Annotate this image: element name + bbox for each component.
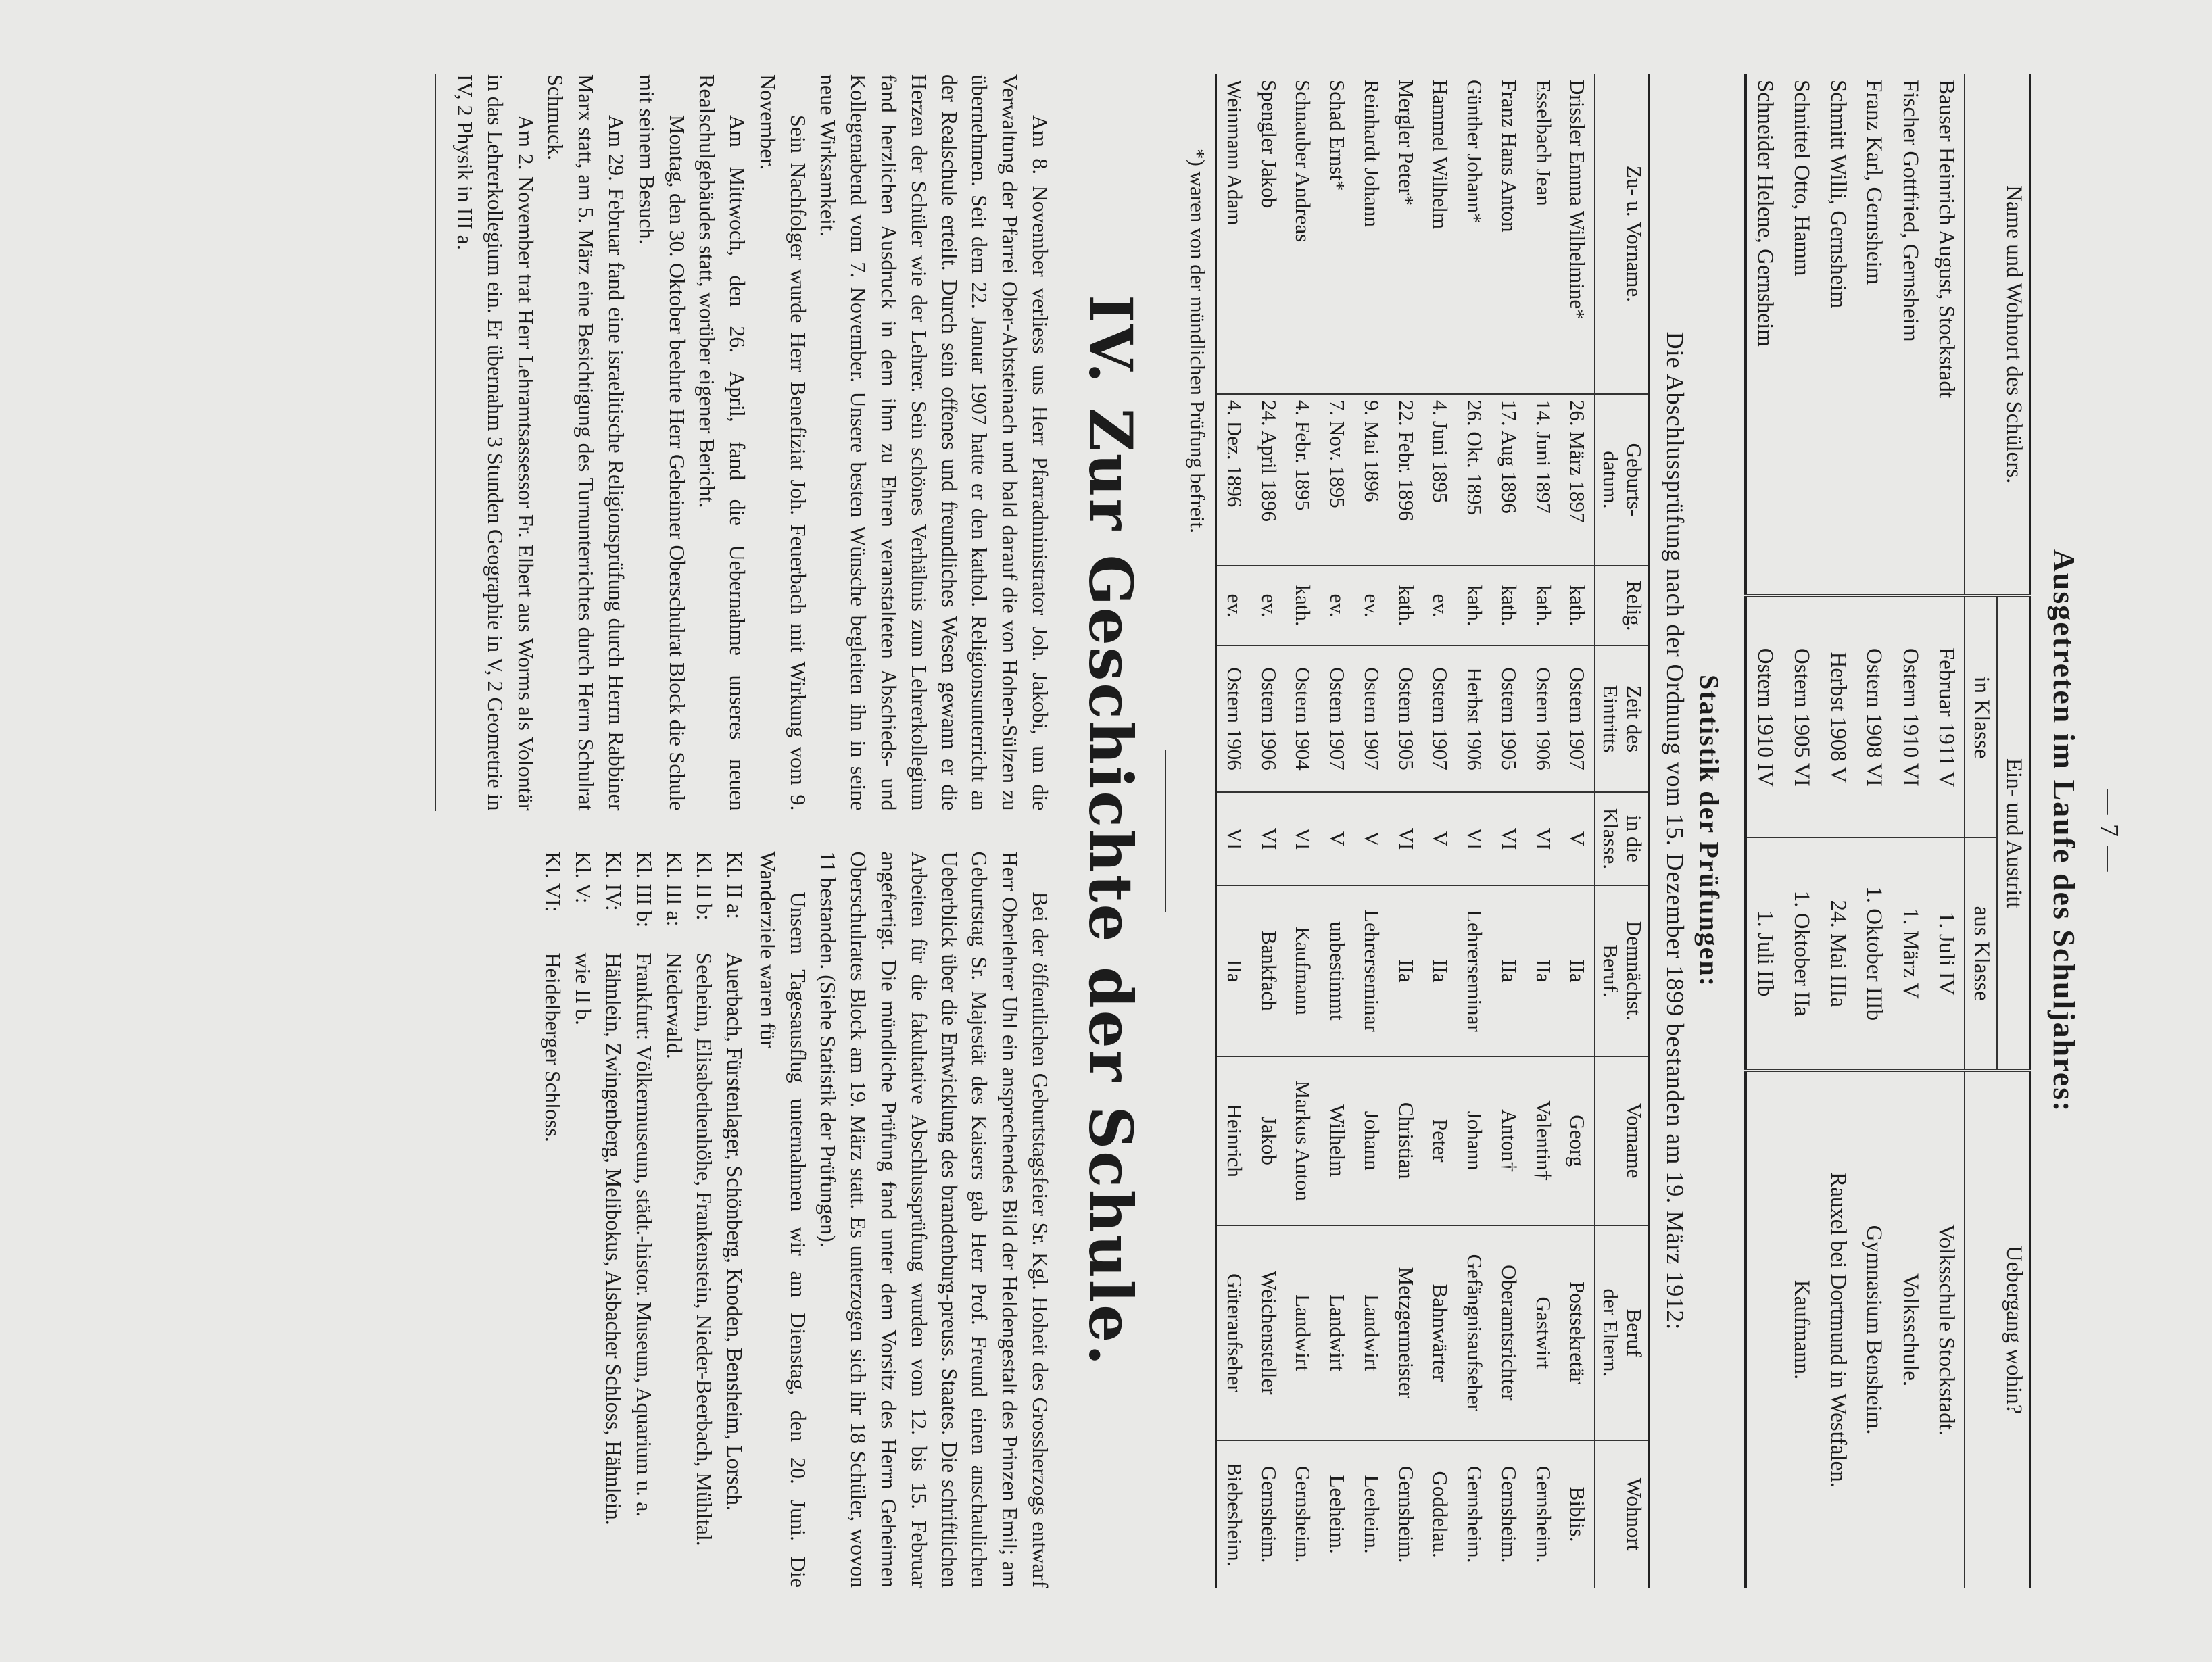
exam-cell-entry-class: VI <box>1286 792 1320 885</box>
departed-out-class: 1. Oktober IIIb <box>1856 837 1892 1070</box>
class-trip-destinations: Heidelberger Schloss. <box>541 952 566 1142</box>
exam-cell-religion: kath. <box>1389 566 1423 645</box>
exam-cell-entry-date: Ostern 1904 <box>1286 645 1320 792</box>
departed-destination: Gymnasium Bensheim. <box>1856 1071 1892 1588</box>
exam-col-header: Demnächst. Beruf. <box>1595 885 1650 1056</box>
separator-rule <box>1165 750 1166 912</box>
exam-cell-birth-date: 22. Febr. 1896 <box>1389 394 1423 566</box>
col-header-name: Name und Wohnort des Schülers. <box>1965 74 2030 596</box>
departed-name: Schmitt Willi, Gernsheim <box>1825 80 1850 309</box>
exam-cell-parent-first-name: Jakob <box>1251 1056 1286 1225</box>
departed-title: Ausgetreten im Laufe des Schuljahres: <box>2047 549 2082 1113</box>
exam-cell-future-profession: IIa <box>1560 885 1595 1056</box>
departed-row <box>1746 74 1783 1588</box>
exam-cell-parent-first-name: Christian <box>1389 1056 1423 1225</box>
exam-cell-future-profession: Bankfach <box>1251 885 1286 1056</box>
departed-destination: Rauxel bei Dortmund in Westfalen. <box>1819 1071 1856 1588</box>
class-trip-label: Kl. III a: <box>662 851 687 927</box>
exam-cell-entry-date: Ostern 1906 <box>1526 645 1560 792</box>
departed-name: Schnittel Otto, Hamm <box>1789 80 1814 276</box>
exam-cell-entry-date: Ostern 1906 <box>1251 645 1286 792</box>
exam-cell-parent-profession: Weichensteller <box>1251 1225 1286 1441</box>
class-trip-item <box>719 852 750 1588</box>
exam-cell-birth-date: 4. Dez. 1896 <box>1216 394 1251 566</box>
exam-cell-parent-profession: Landwirt <box>1320 1225 1354 1441</box>
exam-cell-parent-first-name: Markus Anton <box>1286 1056 1320 1225</box>
exam-cell-residence: Gernsheim. <box>1251 1440 1286 1588</box>
exam-table-header-row <box>1595 74 1650 1588</box>
exam-row <box>1216 74 1251 1588</box>
departed-destination: Volksschule Stockstadt. <box>1928 1071 1965 1588</box>
class-trip-destinations: Frankfurt: Völkermuseum, städt.-histor. Museum, Aquarium u. a. <box>631 952 656 1517</box>
exam-cell-religion: kath. <box>1526 566 1560 645</box>
chapter-paragraph: Montag, den 30. Oktober beehrte Herr Geheimer Oberschulrat Block die Schule mit seinem Besuch. <box>634 74 690 811</box>
exam-row <box>1560 74 1595 1588</box>
departed-destination: Volksschule. <box>1892 1071 1928 1588</box>
col-header-in-class: in Klasse <box>1965 596 1997 837</box>
departed-row <box>1928 74 1965 1588</box>
exam-row <box>1491 74 1526 1588</box>
chapter-paragraph: Unsern Tagesausflug unternahmen wir am Dienstag, den 20. Juni. Die Wanderziele waren für <box>755 851 811 1588</box>
class-trip-label: Kl. II a: <box>723 851 748 919</box>
exam-cell-entry-class: V <box>1560 792 1595 885</box>
exam-cell-residence: Biebesheim. <box>1216 1440 1251 1588</box>
class-trip-item <box>568 852 598 1588</box>
exam-cell-entry-class: V <box>1423 792 1458 885</box>
exam-cell-residence: Gernsheim. <box>1457 1440 1491 1588</box>
exam-cell-future-profession: Kaufmann <box>1286 885 1320 1056</box>
exam-cell-religion: kath. <box>1457 566 1491 645</box>
exam-cell-birth-date: 7. Nov. 1895 <box>1320 394 1354 566</box>
exam-row <box>1389 74 1423 1588</box>
exam-cell-student-name: Mergler Peter* <box>1394 80 1418 206</box>
exam-cell-residence: Leeheim. <box>1354 1440 1389 1588</box>
left-column <box>435 74 1055 811</box>
exam-col-header: Relig. <box>1595 566 1650 645</box>
exam-cell-entry-date: Ostern 1905 <box>1389 645 1423 792</box>
exam-cell-student-name: Hammel Wilhelm <box>1428 80 1453 230</box>
exam-cell-parent-first-name: Heinrich <box>1216 1056 1251 1225</box>
exam-cell-religion: ev. <box>1423 566 1458 645</box>
exam-cell-student-name: Schnauber Andreas <box>1291 80 1316 243</box>
exam-cell-entry-class: V <box>1320 792 1354 885</box>
exam-row <box>1457 74 1491 1588</box>
exam-table-body <box>1216 74 1595 1588</box>
exam-cell-residence: Goddelau. <box>1423 1440 1458 1588</box>
class-trip-destinations: Niederwald. <box>662 952 687 1059</box>
exam-cell-entry-class: VI <box>1389 792 1423 885</box>
exam-cell-student-name: Günther Johann* <box>1463 80 1487 224</box>
exam-row <box>1423 74 1458 1588</box>
exam-cell-future-profession: Lehrerseminar <box>1354 885 1389 1056</box>
departed-out-class: 1. Juli IIb <box>1746 837 1783 1070</box>
exam-cell-future-profession: IIa <box>1389 885 1423 1056</box>
departed-table-body <box>1746 74 1965 1588</box>
departed-in-class: Ostern 1910 VI <box>1892 596 1928 837</box>
exam-cell-birth-date: 4. Febr. 1895 <box>1286 394 1320 566</box>
exam-col-header: Vorname <box>1595 1056 1650 1225</box>
exam-cell-entry-class: VI <box>1457 792 1491 885</box>
exam-cell-birth-date: 14. Juni 1897 <box>1526 394 1560 566</box>
exam-cell-student-name: Schad Ernst* <box>1326 80 1350 191</box>
exam-cell-birth-date: 26. März 1897 <box>1560 394 1595 566</box>
class-trip-destinations: wie II b. <box>571 952 596 1026</box>
exam-cell-entry-class: VI <box>1251 792 1286 885</box>
exam-col-header: Wohnort <box>1595 1440 1650 1588</box>
exam-cell-entry-date: Ostern 1907 <box>1320 645 1354 792</box>
class-trip-item <box>690 852 720 1588</box>
class-trip-label: Kl. III b: <box>631 851 656 928</box>
exam-cell-religion: ev. <box>1354 566 1389 645</box>
exam-cell-student-name: Weinmann Adam <box>1222 80 1247 226</box>
class-trip-item <box>598 852 629 1588</box>
chapter-paragraph: Sein Nachfolger wurde Herr Benefiziat Joh. Feuerbach mit Wirkung vom 9. November. <box>755 74 811 811</box>
departed-in-class: Februar 1911 V <box>1928 596 1965 837</box>
chapter-paragraph: Am 8. November verliess uns Herr Pfarradministrator Joh. Jakobi, um die Verwaltung der Pfarrei Ober-Abtsteinach und bald darauf die von Hohen-Sülzen zu übernehmen. Seit dem 22. Januar 1907 hatte er den kathol. Religionsunterricht an der Realschule erteilt. Durch sein offenes und freundliches Wesen gewann er die Herzen der Schüler wie der Lehrer. Sein schönes Verhältnis zum Lehrerkollegium fand herzlichen Ausdruck in dem ihm zu Ehren veranstalteten Abschieds- und Kollegenabend vom 7. November. Unsere besten Wünsche begleiten ihn in seine neue Wirksamkeit. <box>816 74 1053 811</box>
departed-row <box>1783 74 1819 1588</box>
departed-out-class: 1. März V <box>1892 837 1928 1070</box>
exam-col-header: Beruf der Eltern. <box>1595 1225 1650 1441</box>
chapter-paragraph: Bei der öffentlichen Geburtstagsfeier Sr. Kgl. Hoheit des Grossherzogs entwarf Herr Oberlehrer Uhl ein ansprechendes Bild der Heldengestalt des Prinzen Emil; am Geburtstag Sr. Majestät des Kaisers gab Herr Prof. Freund einen anschaulichen Ueberblick über die Entwicklung des brandenburg-preuss. Staates. Die schriftlichen Arbeiten für die fakultative Abschlussprüfung wurden vom 12. bis 15. Februar angefertigt. Die mündliche Prüfung fand unter dem Vorsitz des Herrn Geheimen Oberschulrates Block am 19. März statt. Es unterzogen sich ihr 18 Schüler, wovon 11 bestanden. (Siehe Statistik der Prüfungen). <box>816 851 1053 1588</box>
exam-col-header: Geburts- datum. <box>1595 394 1650 566</box>
class-trip-label: Kl. II b: <box>692 851 717 921</box>
departed-destination: Kaufmann. <box>1783 1071 1819 1588</box>
exam-cell-religion: ev. <box>1320 566 1354 645</box>
statistics-title: Statistik der Prüfungen: <box>1693 675 1725 987</box>
departed-out-class: 1. Oktober IIa <box>1783 837 1819 1070</box>
departed-out-class: 24. Mai IIIa <box>1819 837 1856 1070</box>
exam-cell-entry-class: V <box>1354 792 1389 885</box>
exam-cell-residence: Gernsheim. <box>1286 1440 1320 1588</box>
exam-cell-religion: kath. <box>1491 566 1526 645</box>
col-header-transfer: Uebergang wohin? <box>1965 1071 2030 1588</box>
exam-row <box>1251 74 1286 1588</box>
departed-name: Bauser Heinrich August, Stockstadt <box>1934 80 1959 399</box>
exam-cell-parent-first-name: Johann <box>1354 1056 1389 1225</box>
exam-cell-residence: Gernsheim. <box>1491 1440 1526 1588</box>
exam-row <box>1354 74 1389 1588</box>
column-end-rule <box>435 74 436 811</box>
class-trip-destinations: Hähnlein, Zwingenberg, Melibokus, Alsbacher Schloss, Hähnlein. <box>601 952 626 1525</box>
exam-cell-student-name: Reinhardt Johann <box>1360 80 1384 227</box>
exam-cell-parent-first-name: Georg <box>1560 1056 1595 1225</box>
exam-cell-future-profession: unbestimmt <box>1320 885 1354 1056</box>
exam-cell-parent-profession: Oberamtsrichter <box>1491 1225 1526 1441</box>
right-column <box>435 852 1055 1588</box>
departed-table <box>1744 74 2031 1588</box>
departed-name: Schneider Helene, Gernsheim <box>1753 80 1778 347</box>
departed-name: Fischer Gottfried, Gernsheim <box>1898 80 1923 342</box>
exam-cell-entry-date: Herbst 1906 <box>1457 645 1491 792</box>
exam-cell-entry-date: Ostern 1907 <box>1560 645 1595 792</box>
departed-in-class: Herbst 1908 V <box>1819 596 1856 837</box>
col-header-entry-exit: Ein- und Austritt <box>1997 596 2030 1071</box>
departed-row <box>1856 74 1892 1588</box>
exam-cell-birth-date: 26. Okt. 1895 <box>1457 394 1491 566</box>
exam-row <box>1320 74 1354 1588</box>
exam-cell-religion: ev. <box>1216 566 1251 645</box>
exam-cell-student-name: Esselbach Jean <box>1531 80 1556 206</box>
chapter-paragraph: Am 29. Februar fand eine israelitische Religionsprüfung durch Herrn Rabbiner Marx statt, am 5. März eine Besichtigung des Turnunterrichtes durch Herrn Schulrat Schmuck. <box>544 74 629 811</box>
departed-row <box>1819 74 1856 1588</box>
right-column-paragraphs <box>752 852 1055 1588</box>
exam-cell-parent-first-name: Wilhelm <box>1320 1056 1354 1225</box>
class-trip-label: Kl. VI: <box>541 851 566 912</box>
chapter-paragraph: Am Mittwoch, den 26. April, fand die Uebernahme unseres neuen Realschulgebäudes statt, worüber eigener Bericht. <box>695 74 750 811</box>
departed-destination <box>1746 1071 1783 1588</box>
class-trip-destinations: Seeheim, Elisabethenhöhe, Frankenstein, Nieder-Beerbach, Mühltal. <box>692 952 717 1546</box>
exam-cell-future-profession: IIa <box>1216 885 1251 1056</box>
class-trip-destinations: Auerbach, Fürstenlager, Schönberg, Knoden, Bensheim, Lorsch. <box>723 952 748 1511</box>
exam-cell-religion: kath. <box>1560 566 1595 645</box>
exam-cell-student-name: Drissler Emma Wilhelmine* <box>1566 80 1590 320</box>
exam-cell-parent-first-name: Johann <box>1457 1056 1491 1225</box>
exam-cell-parent-profession: Güteraufseher <box>1216 1225 1251 1441</box>
class-trip-label: Kl. V: <box>571 851 596 904</box>
departed-row <box>1892 74 1928 1588</box>
exam-row <box>1526 74 1560 1588</box>
exam-cell-parent-profession: Metzgermeister <box>1389 1225 1423 1441</box>
page-number: — 7 — <box>2095 789 2123 873</box>
exam-cell-birth-date: 17. Aug 1896 <box>1491 394 1526 566</box>
exam-col-header: in die Klasse. <box>1595 792 1650 885</box>
exam-cell-birth-date: 9. Mai 1896 <box>1354 394 1389 566</box>
statistics-subtitle: Die Abschlussprüfung nach der Ordnung vom 15. Dezember 1899 bestanden am 19. März 1912: <box>1661 331 1689 1331</box>
exam-cell-entry-date: Ostern 1907 <box>1354 645 1389 792</box>
exam-cell-entry-date: Ostern 1907 <box>1423 645 1458 792</box>
exam-cell-future-profession: Lehrerseminar <box>1457 885 1491 1056</box>
exam-cell-parent-first-name: Valentin† <box>1526 1056 1560 1225</box>
exam-cell-entry-class: VI <box>1526 792 1560 885</box>
departed-in-class: Ostern 1910 IV <box>1746 596 1783 837</box>
exam-statistics-table <box>1215 74 1650 1588</box>
exam-cell-entry-date: Ostern 1906 <box>1216 645 1251 792</box>
exam-cell-entry-class: VI <box>1216 792 1251 885</box>
exam-cell-student-name: Spengler Jakob <box>1257 80 1281 209</box>
exam-cell-parent-profession: Gastwirt <box>1526 1225 1560 1441</box>
exam-cell-parent-profession: Gefängnisaufseher <box>1457 1225 1491 1441</box>
class-trip-item <box>659 852 690 1588</box>
exam-cell-parent-first-name: Peter <box>1423 1056 1458 1225</box>
class-trip-item <box>538 852 569 1588</box>
exam-cell-religion: kath. <box>1286 566 1320 645</box>
exam-cell-parent-profession: Landwirt <box>1354 1225 1389 1441</box>
exam-cell-residence: Gernsheim. <box>1389 1440 1423 1588</box>
exam-cell-residence: Gernsheim. <box>1526 1440 1560 1588</box>
chapter-paragraph: Am 2. November trat Herr Lehramtsassessor Fr. Elbert aus Worms als Volontär in das Lehrerkollegium ein. Er übernahm 3 Stunden Geographie in V, 2 Geometrie in IV, 2 Physik in III a. <box>452 74 538 811</box>
departed-name: Franz Karl, Gernsheim <box>1862 80 1887 285</box>
exam-col-header: Zeit des Eintritts <box>1595 645 1650 792</box>
exam-cell-parent-first-name: Anton† <box>1491 1056 1526 1225</box>
exam-cell-future-profession: IIa <box>1491 885 1526 1056</box>
exam-cell-parent-profession: Bahnwärter <box>1423 1225 1458 1441</box>
departed-out-class: 1. Juli IV <box>1928 837 1965 1070</box>
exam-cell-student-name: Franz Hans Anton <box>1497 80 1521 233</box>
departed-in-class: Ostern 1905 VI <box>1783 596 1819 837</box>
class-trip-list <box>538 852 750 1588</box>
exam-cell-future-profession: IIa <box>1526 885 1560 1056</box>
chapter-body <box>435 74 1055 1588</box>
chapter-heading: IV. Zur Geschichte der Schule. <box>1076 295 1147 1367</box>
exam-cell-parent-profession: Landwirt <box>1286 1225 1320 1441</box>
exam-cell-parent-profession: Postsekretär <box>1560 1225 1595 1441</box>
exam-footnote: *) waren von der mündlichen Prüfung befreit. <box>1186 149 1210 534</box>
col-header-out-class: aus Klasse <box>1965 837 1997 1070</box>
class-trip-label: Kl. IV: <box>601 851 626 911</box>
exam-row <box>1286 74 1320 1588</box>
exam-cell-residence: Leeheim. <box>1320 1440 1354 1588</box>
class-trip-item <box>629 852 659 1588</box>
exam-cell-religion: ev. <box>1251 566 1286 645</box>
exam-cell-birth-date: 4. Juni 1895 <box>1423 394 1458 566</box>
departed-in-class: Ostern 1908 VI <box>1856 596 1892 837</box>
exam-cell-entry-class: VI <box>1491 792 1526 885</box>
exam-cell-residence: Biblis. <box>1560 1440 1595 1588</box>
exam-cell-entry-date: Ostern 1905 <box>1491 645 1526 792</box>
exam-cell-future-profession: IIa <box>1423 885 1458 1056</box>
exam-col-header: Zu- u. Vorname. <box>1595 74 1650 394</box>
exam-cell-birth-date: 24. April 1896 <box>1251 394 1286 566</box>
